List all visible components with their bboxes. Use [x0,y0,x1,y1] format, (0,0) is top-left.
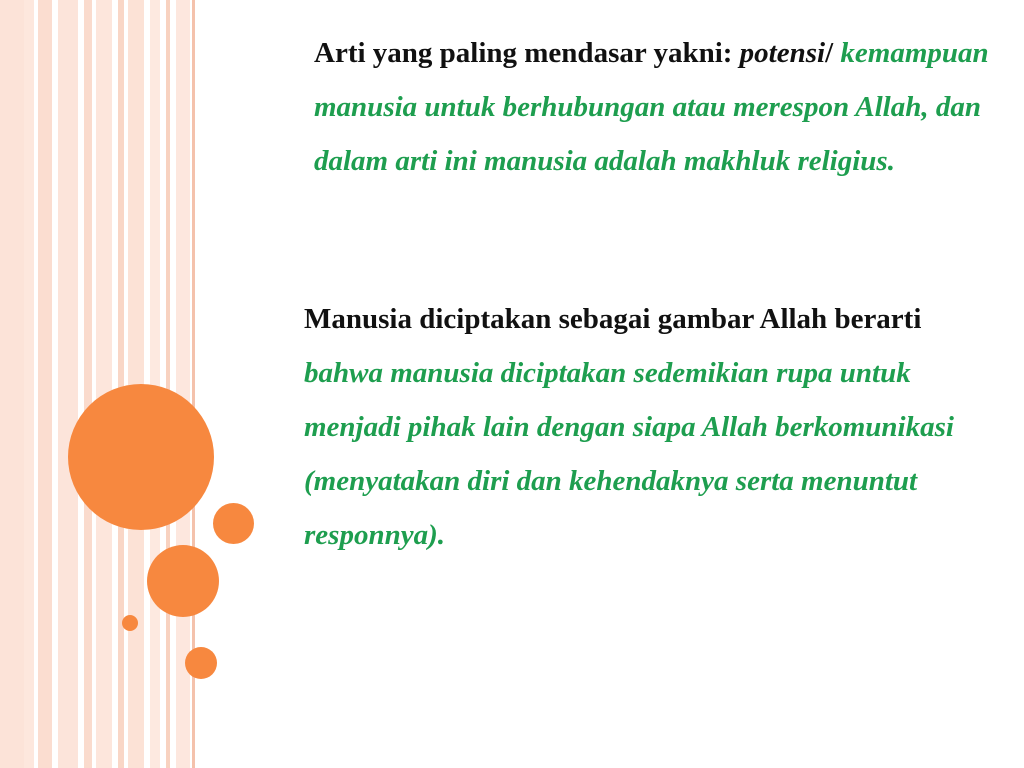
paragraph-term: potensi [739,37,826,69]
decorative-circle-tiny [122,615,138,631]
stripe [96,0,112,768]
paragraph-body-highlight: bahwa manusia diciptakan sedemikian rupa untuk menjadi pihak lain dengan siapa Allah berkomunikasi (menyatakan diri dan kehendaknya serta menuntut responnya). [304,357,954,551]
decorative-circle-small [185,647,217,679]
paragraph-explanation [304,292,994,562]
stripe [166,0,170,768]
stripe [38,0,52,768]
stripe [84,0,92,768]
stripe [0,0,24,768]
stripe [58,0,78,768]
decorative-stripes [0,0,200,768]
stripe [118,0,124,768]
paragraph-lead: Arti yang paling mendasar yakni: [314,37,740,69]
decorative-circle-large [68,384,214,530]
paragraph-lead: Manusia diciptakan sebagai gambar Allah berarti [304,303,922,335]
decorative-circle-medium [147,545,219,617]
decorative-circle-small [213,503,254,544]
paragraph-definition [314,26,994,188]
paragraph-body-highlight: kemampuan manusia untuk berhubungan atau merespon Allah, dan dalam arti ini manusia adalah makhluk religius. [314,37,989,177]
paragraph-slash: / [825,37,834,69]
stripe [24,0,34,768]
